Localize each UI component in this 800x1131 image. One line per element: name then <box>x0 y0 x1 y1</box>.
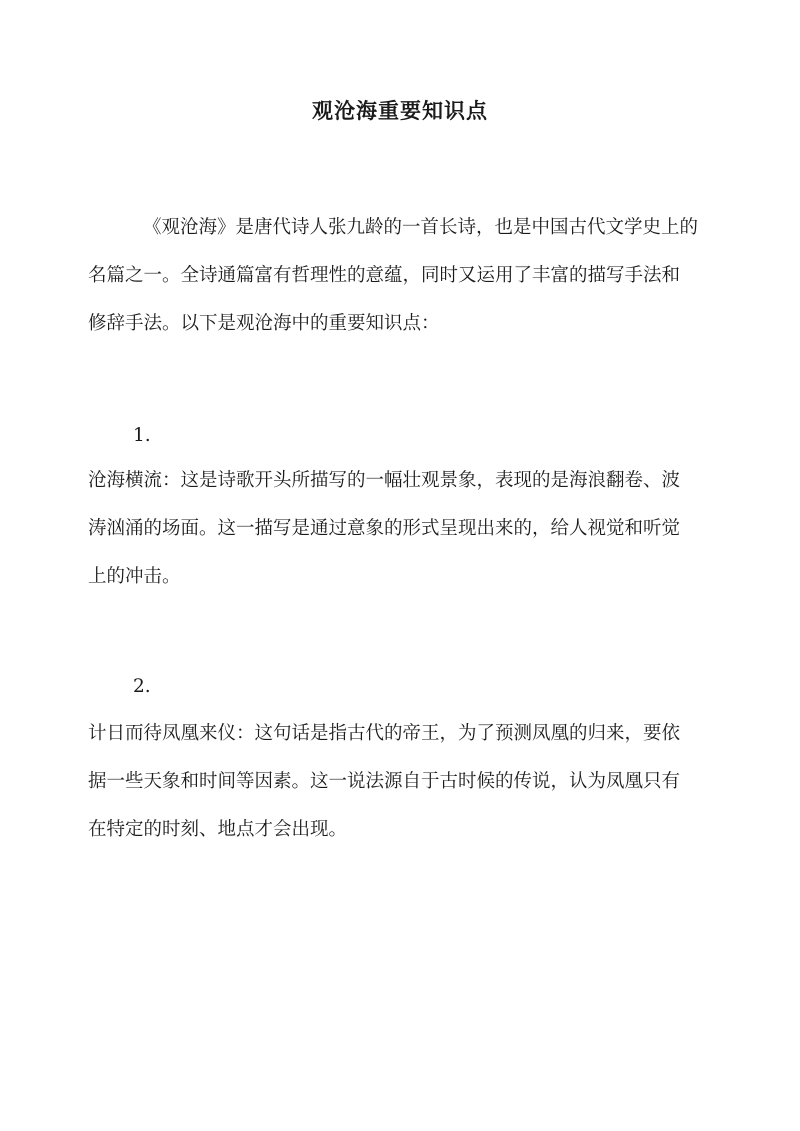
intro-line: 修辞手法。以下是观沧海中的重要知识点： <box>88 313 440 334</box>
item-line: 上的冲击。 <box>88 566 181 587</box>
intro-line: 《观沧海》是唐代诗人张九龄的一首长诗，也是中国古代文学史上的 <box>143 217 699 238</box>
item-line: 涛汹涌的场面。这一描写是通过意象的形式呈现出来的，给人视觉和听觉 <box>88 518 681 539</box>
item-paragraph <box>88 710 708 854</box>
item-number: 2. <box>133 676 151 697</box>
item-number: 1. <box>133 425 151 446</box>
item-line: 据一些天象和时间等因素。这一说法源自于古时候的传说，认为凤凰只有 <box>88 771 681 792</box>
item-paragraph <box>88 457 708 601</box>
intro-paragraph <box>88 204 708 348</box>
document-title: 观沧海重要知识点 <box>312 98 488 123</box>
item-line: 在特定的时刻、地点才会出现。 <box>88 819 348 840</box>
item-line: 计日而待凤凰来仪：这句话是指古代的帝王，为了预测凤凰的归来，要依 <box>88 723 681 744</box>
intro-line: 名篇之一。全诗通篇富有哲理性的意蕴，同时又运用了丰富的描写手法和 <box>88 265 681 286</box>
item-line: 沧海横流：这是诗歌开头所描写的一幅壮观景象，表现的是海浪翻卷、波 <box>88 470 681 491</box>
